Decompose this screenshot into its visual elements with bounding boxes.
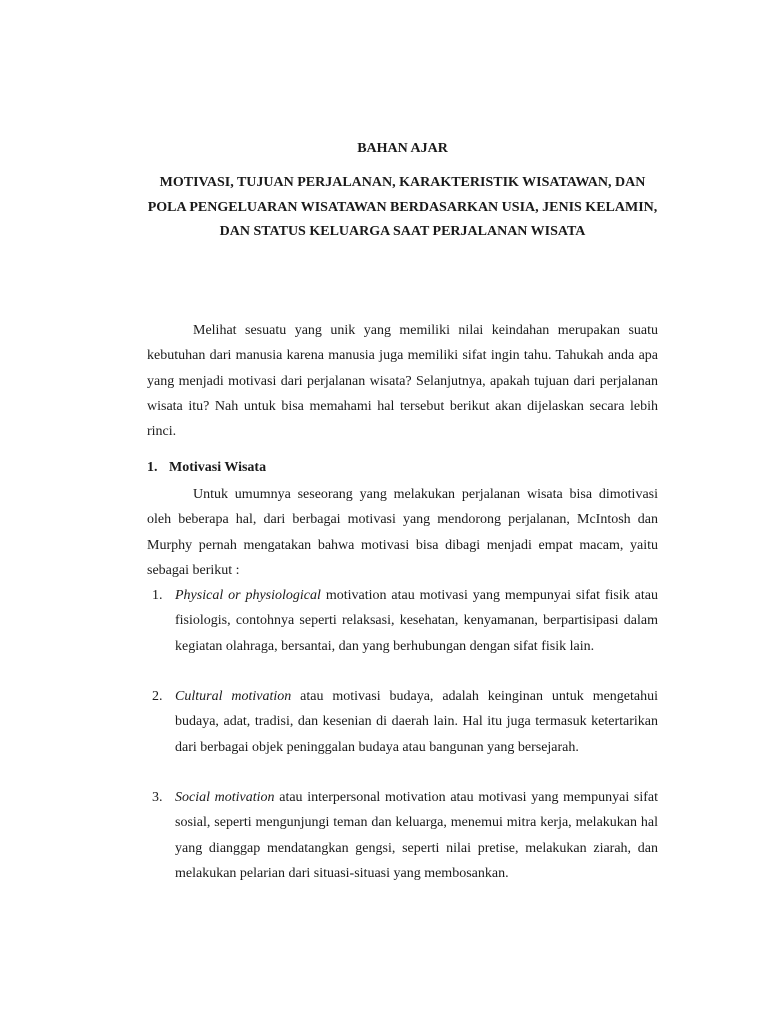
list-item-text: atau interpersonal motivation atau motivasi yang mempunyai sifat sosial, seperti mengunjungi teman dan keluarga, menemui mitra kerja, melakukan hal yang dianggap mendatangkan gengsi, seperti nilai pretise, melakukan ziarah, dan melakukan pelarian dari situasi-situasi yang membosankan. [175, 790, 658, 881]
list-item-term: Social motivation [175, 790, 275, 805]
section-paragraph: Untuk umumnya seseorang yang melakukan perjalanan wisata bisa dimotivasi oleh beberapa hal, dari berbagai motivasi yang mendorong perjalanan, McIntosh dan Murphy pernah mengatakan bahwa motivasi bisa dibagi menjadi empat macam, yaitu sebagai berikut : [147, 487, 658, 578]
section-heading [147, 458, 266, 478]
document-title: BAHAN AJAR [357, 141, 448, 156]
list-item-text: motivation atau motivasi yang mempunyai sifat fisik atau fisiologis, contohnya seperti relaksasi, kesehatan, kenyamanan, berpartisipasi dalam kegiatan olahraga, bersantai, dan yang berhubungan dengan sifat fisik lain. [175, 588, 658, 654]
list-item-body [175, 785, 658, 886]
section-heading-text: Motivasi Wisata [169, 460, 267, 475]
list-item-body [175, 684, 658, 760]
section-number: 1. [147, 460, 158, 475]
list-item-body [175, 583, 658, 659]
list-item-term: Cultural motivation [175, 689, 292, 704]
list-item-number: 3. [152, 790, 163, 805]
intro-paragraph: Melihat sesuatu yang unik yang memiliki nilai keindahan merupakan suatu kebutuhan dari manusia karena manusia juga memiliki sifat ingin tahu. Tahukah anda apa yang menjadi motivasi dari perjalanan wisata? Selanjutnya, apakah tujuan dari perjalanan wisata itu? Nah untuk bisa memahami hal tersebut berikut akan dijelaskan secara lebih rinci. [147, 323, 658, 440]
list-item-number: 1. [152, 588, 163, 603]
list-item-number: 2. [152, 689, 163, 704]
list-item-term: Physical or physiological [175, 588, 321, 603]
list-item-text: atau motivasi budaya, adalah keinginan untuk mengetahui budaya, adat, tradisi, dan kesenian di daerah lain. Hal itu juga termasuk ketertarikan dari berbagai objek peninggalan budaya atau bangunan yang bersejarah. [175, 689, 658, 755]
document-subtitle: MOTIVASI, TUJUAN PERJALANAN, KARAKTERISTIK WISATAWAN, DAN POLA PENGELUARAN WISATAWAN BERDASARKAN USIA, JENIS KELAMIN, DAN STATUS KELUARGA SAAT PERJALANAN WISATA [147, 175, 658, 239]
